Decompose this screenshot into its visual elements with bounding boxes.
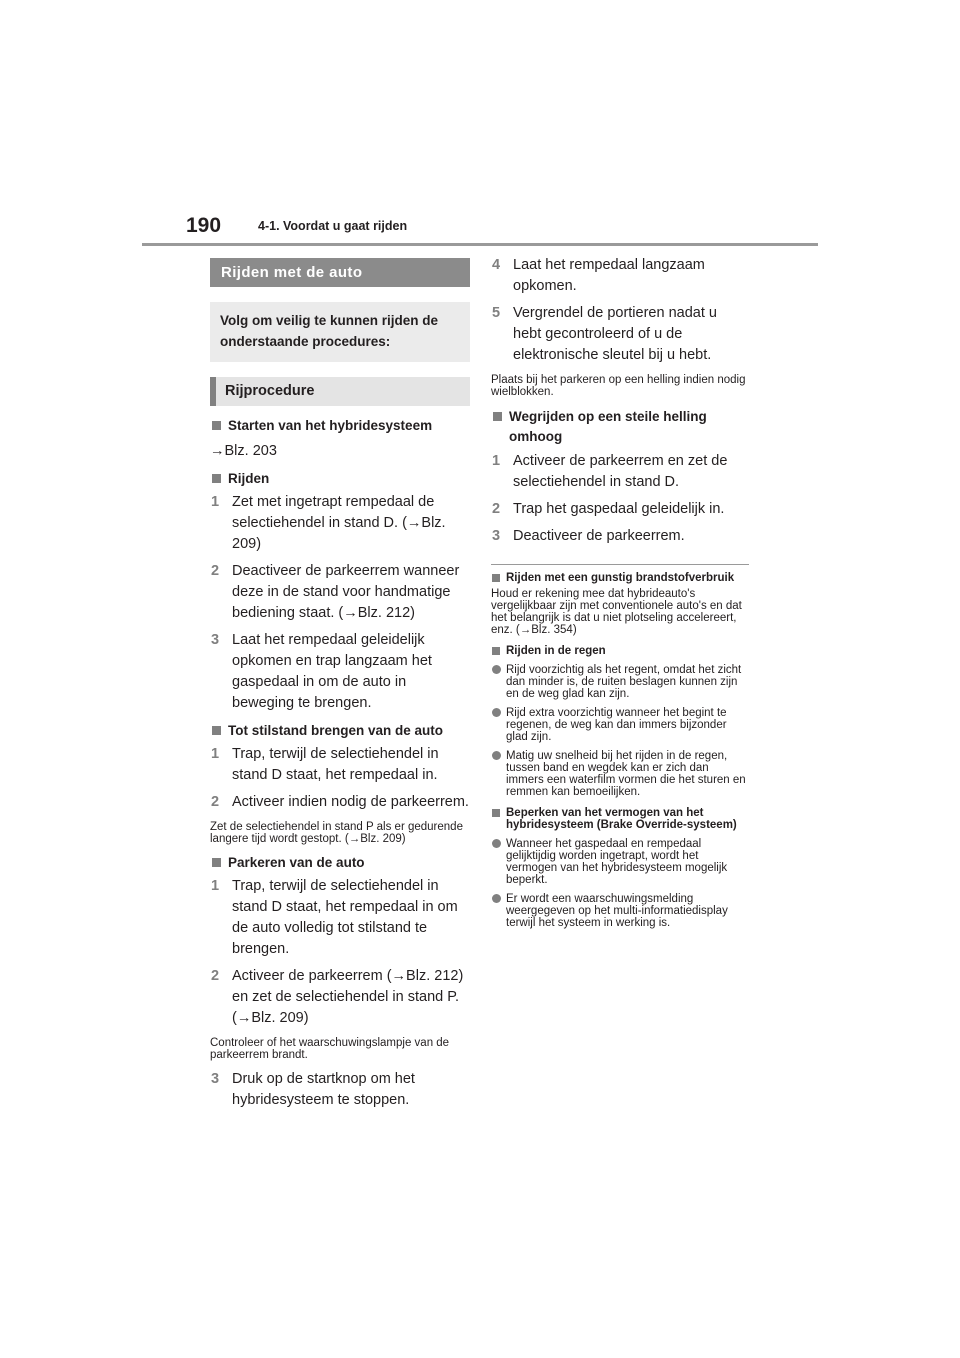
square-bullet-icon <box>212 474 221 483</box>
left-column <box>210 258 470 1111</box>
subsection-banner: Rijprocedure <box>210 377 470 406</box>
fuel-heading: Rijden met een gunstig brandstofverbruik <box>491 572 749 584</box>
step: 1 Trap, terwijl de selectiehendel in stand D staat, het rempedaal in. <box>211 746 439 783</box>
step: 3 Laat het rempedaal geleidelijk opkomen en trap langzaam het gaspedaal in om de auto in beweging te brengen. <box>211 632 432 711</box>
square-bullet-icon <box>212 858 221 867</box>
header-rule <box>142 243 818 246</box>
step: 3 Deactiveer de parkeerrem. <box>492 528 685 544</box>
list-item: Rijd extra voorzichtig wanneer het begint te regenen, de weg kan dan immers bijzonder glad zijn. <box>491 707 749 743</box>
step: 1 Trap, terwijl de selectiehendel in stand D staat, het rempedaal in om de auto volledig tot stilstand te brengen. <box>211 878 458 957</box>
park-heading: Parkeren van de auto <box>210 853 470 873</box>
stop-note: Zet de selectiehendel in stand P als er gedurende langere tijd wordt gestopt. (→Blz. 209) <box>210 821 463 845</box>
step: 2 Deactiveer de parkeerrem wanneer deze in de stand voor handmatige bediening staat. (→Blz. 212) <box>211 563 460 621</box>
step: 2 Trap het gaspedaal geleidelijk in. <box>492 501 725 517</box>
square-bullet-icon <box>212 421 221 430</box>
park-note: Controleer of het waarschuwingslampje van de parkeerrem brandt. <box>210 1037 450 1061</box>
square-bullet-icon <box>492 574 500 582</box>
bullet-dot-icon <box>492 839 501 848</box>
list-item: Wanneer het gaspedaal en rempedaal gelijktijdig worden ingetrapt, wordt het vermogen van het hybridesysteem mogelijk beperkt. <box>491 838 749 886</box>
bullet-dot-icon <box>492 708 501 717</box>
step: 1 Activeer de parkeerrem en zet de selectiehendel in stand D. <box>492 453 728 490</box>
step: 4 Laat het rempedaal langzaam opkomen. <box>492 257 705 294</box>
rain-heading: Rijden in de regen <box>491 645 749 657</box>
bullet-dot-icon <box>492 751 501 760</box>
bullet-dot-icon <box>492 894 501 903</box>
list-item: Rijd voorzichtig als het regent, omdat het zicht dan minder is, de ruiten beslagen kunnen zijn en de weg glad kan zijn. <box>491 664 749 700</box>
page-number: 190 <box>186 214 222 237</box>
divider <box>491 564 749 565</box>
square-bullet-icon <box>492 809 500 817</box>
step: 5 Vergrendel de portieren nadat u hebt gecontroleerd of u de elektronische sleutel bij u hebt. <box>492 305 717 363</box>
start-ref: →Blz. 203 <box>210 443 277 459</box>
fuel-text: Houd er rekening mee dat hybrideauto's vergelijkbaar zijn met conventionele auto's en dat het belangrijk is dat u niet plotseling accelereert, enz. (→Blz. 354) <box>491 588 742 636</box>
section-title: 4-1. Voordat u gaat rijden <box>258 219 408 233</box>
step: 3 Druk op de startknop om het hybridesysteem te stoppen. <box>211 1071 415 1108</box>
park-note-right: Plaats bij het parkeren op een helling indien nodig wielblokken. <box>491 374 746 398</box>
list-item: Matig uw snelheid bij het rijden in de regen, tussen band en wegdek kan er zich dan immers een waterfilm vormen die het sturen en remmen kan bemoeilijken. <box>491 750 749 798</box>
stop-heading: Tot stilstand brengen van de auto <box>210 721 470 741</box>
square-bullet-icon <box>493 412 502 421</box>
section-banner: Rijden met de auto <box>210 258 470 287</box>
drive-heading: Rijden <box>210 469 470 489</box>
start-heading: Starten van het hybridesysteem <box>210 416 470 436</box>
square-bullet-icon <box>212 726 221 735</box>
step: 2 Activeer indien nodig de parkeerrem. <box>211 794 469 810</box>
right-column <box>491 255 749 929</box>
intro-box: Volg om veilig te kunnen rijden de onderstaande procedures: <box>210 302 470 362</box>
override-heading: Beperken van het vermogen van het hybridesysteem (Brake Override-systeem) <box>491 807 749 831</box>
hill-heading: Wegrijden op een steile helling omhoog <box>491 407 749 447</box>
step: 1 Zet met ingetrapt rempedaal de selectiehendel in stand D. (→Blz. 209) <box>211 494 446 552</box>
step: 2 Activeer de parkeerrem (→Blz. 212) en zet de selectiehendel in stand P. (→Blz. 209) <box>211 968 464 1026</box>
bullet-dot-icon <box>492 665 501 674</box>
square-bullet-icon <box>492 647 500 655</box>
list-item: Er wordt een waarschuwingsmelding weergegeven op het multi-informatiedisplay terwijl het systeem in werking is. <box>491 893 749 929</box>
